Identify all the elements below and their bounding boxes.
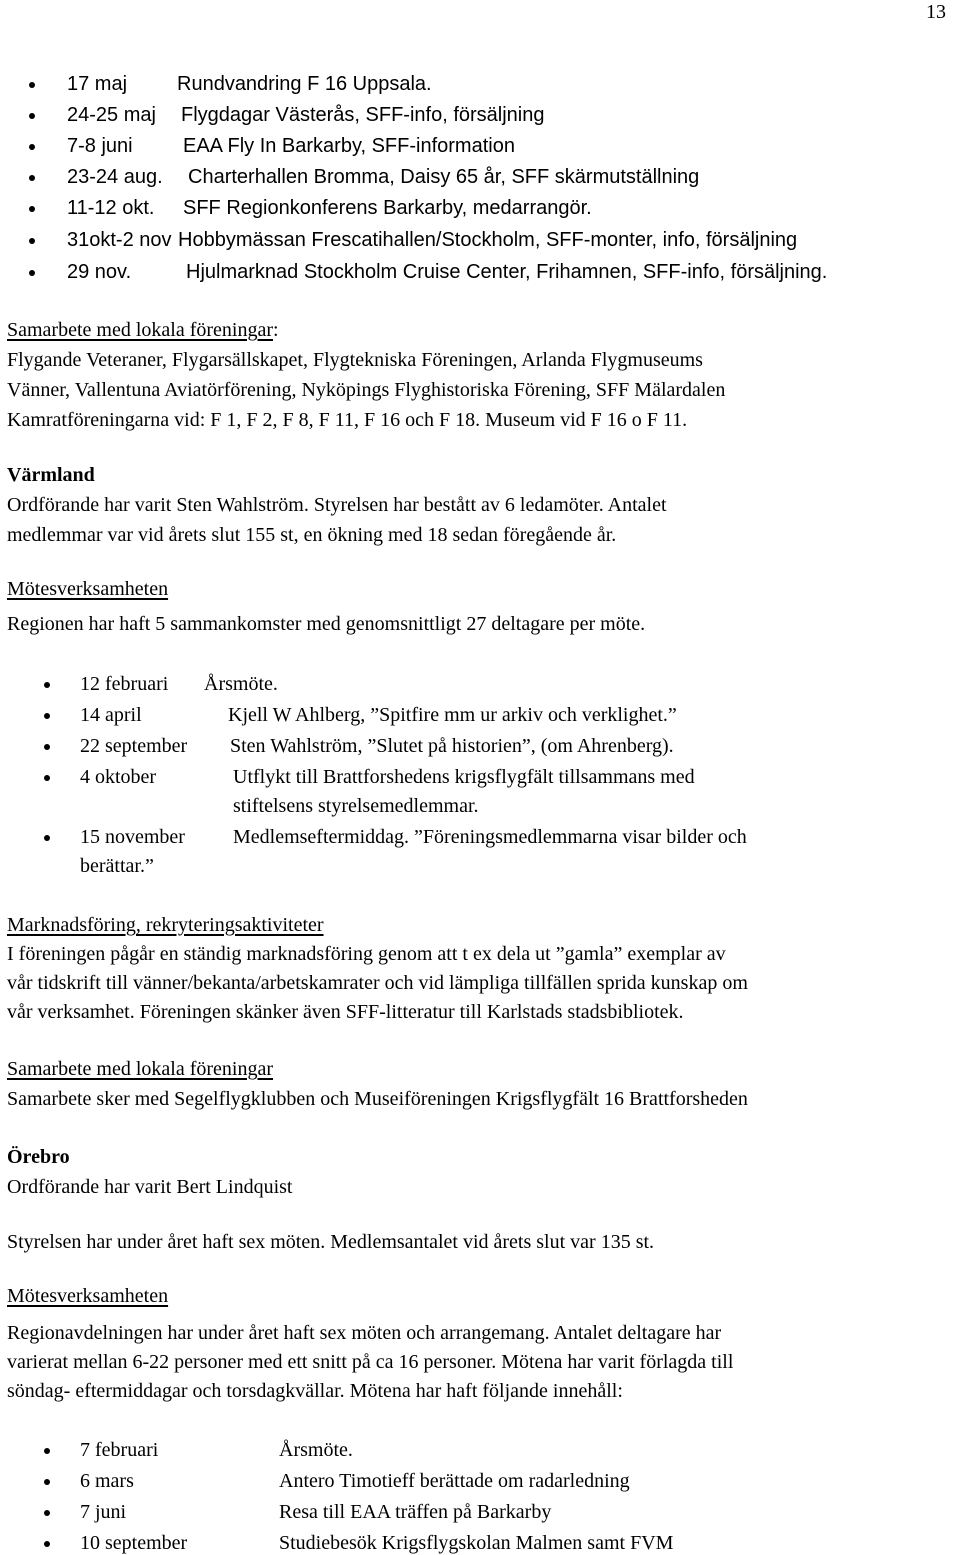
orebro-ordf: Ordförande har varit Bert Lindquist bbox=[7, 1176, 293, 1198]
event-text: Rundvandring F 16 Uppsala. bbox=[177, 73, 432, 95]
event-text: Hjulmarknad Stockholm Cruise Center, Frihamnen, SFF-info, försäljning. bbox=[186, 261, 828, 283]
bullet-icon bbox=[29, 206, 35, 212]
marknad-line: I föreningen pågår en ständig marknadsföring genom att t ex dela ut ”gamla” exemplar av bbox=[7, 943, 726, 965]
bullet-icon bbox=[44, 682, 50, 688]
event-date: 11-12 okt. bbox=[67, 197, 155, 219]
bullet-icon bbox=[29, 175, 35, 181]
meeting-text: Antero Timotieff berättade om radarledning bbox=[279, 1470, 630, 1492]
meeting-date: 6 mars bbox=[80, 1470, 134, 1492]
bullet-icon bbox=[29, 270, 35, 276]
bullet-icon bbox=[29, 144, 35, 150]
bullet-icon bbox=[44, 1510, 50, 1516]
bullet-icon bbox=[44, 1479, 50, 1485]
meeting-text-continued: berättar.” bbox=[80, 855, 154, 877]
marknad-heading: Marknadsföring, rekryteringsaktiviteter bbox=[7, 914, 324, 936]
event-date: 17 maj bbox=[67, 73, 128, 95]
samarbete-heading-1 bbox=[7, 318, 279, 342]
event-text: Charterhallen Bromma, Daisy 65 år, SFF skärmutställning bbox=[188, 166, 700, 188]
varmland-motes-text: Regionen har haft 5 sammankomster med genomsnittligt 27 deltagare per möte. bbox=[7, 613, 646, 635]
event-date: 31okt-2 nov bbox=[67, 229, 172, 251]
event-text: Hobbymässan Frescatihallen/Stockholm, SFF-monter, info, försäljning bbox=[178, 229, 798, 251]
bullet-icon bbox=[44, 1448, 50, 1454]
meeting-date: 22 september bbox=[80, 735, 188, 757]
meeting-text: Resa till EAA träffen på Barkarby bbox=[279, 1501, 552, 1523]
bullet-icon bbox=[29, 82, 35, 88]
meeting-text: Sten Wahlström, ”Slutet på historien”, (om Ahrenberg). bbox=[230, 735, 674, 757]
varmland-samarbete-text: Samarbete sker med Segelflygklubben och Museiföreningen Krigsflygfält 16 Brattforsheden bbox=[7, 1088, 748, 1110]
marknad-line: vår verksamhet. Föreningen skänker även SFF-litteratur till Karlstads stadsbibliotek. bbox=[7, 1001, 684, 1023]
meeting-text: Utflykt till Brattforshedens krigsflygfält tillsammans med bbox=[233, 766, 695, 788]
marknad-line: vår tidskrift till vänner/bekanta/arbetskamrater och vid lämpliga tillfällen sprida kunskap om bbox=[7, 972, 748, 994]
meeting-date: 14 april bbox=[80, 704, 142, 726]
bullet-icon bbox=[44, 713, 50, 719]
bullet-icon bbox=[29, 113, 35, 119]
samarbete-line: Kamratföreningarna vid: F 1, F 2, F 8, F 11, F 16 och F 18. Museum vid F 16 o F 11. bbox=[7, 409, 688, 431]
varmland-intro-line: medlemmar var vid årets slut 155 st, en ökning med 18 sedan föregående år. bbox=[7, 524, 617, 546]
event-date: 24-25 maj bbox=[67, 104, 156, 126]
bullet-icon bbox=[44, 775, 50, 781]
meeting-date: 7 juni bbox=[80, 1501, 127, 1523]
samarbete-line: Flygande Veteraner, Flygarsällskapet, Flygtekniska Föreningen, Arlanda Flygmuseums bbox=[7, 349, 703, 371]
varmland-samarbete-heading: Samarbete med lokala föreningar bbox=[7, 1058, 273, 1080]
meeting-date: 12 februari bbox=[80, 673, 169, 695]
varmland-motes-heading: Mötesverksamheten bbox=[7, 578, 169, 600]
samarbete-heading-colon: : bbox=[273, 319, 279, 341]
event-text: SFF Regionkonferens Barkarby, medarrangör. bbox=[183, 197, 592, 219]
orebro-styrelse: Styrelsen har under året haft sex möten. Medlemsantalet vid årets slut var 135 st. bbox=[7, 1231, 655, 1253]
event-text: Flygdagar Västerås, SFF-info, försäljning bbox=[181, 104, 545, 126]
section-title-orebro: Örebro bbox=[7, 1146, 70, 1168]
meeting-text: Årsmöte. bbox=[279, 1439, 353, 1461]
samarbete-line: Vänner, Vallentuna Aviatörförening, Nyköpings Flyghistoriska Förening, SFF Mälardalen bbox=[7, 379, 726, 401]
meeting-date: 10 september bbox=[80, 1532, 188, 1554]
section-title-varmland: Värmland bbox=[7, 464, 95, 486]
orebro-motes-heading: Mötesverksamheten bbox=[7, 1285, 169, 1307]
orebro-motes-line: varierat mellan 6-22 personer med ett snitt på ca 16 personer. Mötena har varit förlagda till bbox=[7, 1351, 734, 1373]
page-number: 13 bbox=[926, 1, 946, 23]
bullet-icon bbox=[44, 835, 50, 841]
orebro-motes-line: Regionavdelningen har under året haft sex möten och arrangemang. Antalet deltagare har bbox=[7, 1322, 722, 1344]
event-text: EAA Fly In Barkarby, SFF-information bbox=[183, 135, 515, 157]
bullet-icon bbox=[44, 1541, 50, 1547]
event-date: 7-8 juni bbox=[67, 135, 133, 157]
meeting-text: Studiebesök Krigsflygskolan Malmen samt FVM bbox=[279, 1532, 674, 1554]
meeting-text: Kjell W Ahlberg, ”Spitfire mm ur arkiv och verklighet.” bbox=[228, 704, 677, 726]
meeting-text: Medlemseftermiddag. ”Föreningsmedlemmarna visar bilder och bbox=[233, 826, 747, 848]
meeting-date: 15 november bbox=[80, 826, 185, 848]
meeting-text: Årsmöte. bbox=[204, 673, 278, 695]
event-date: 23-24 aug. bbox=[67, 166, 163, 188]
samarbete-heading-text: Samarbete med lokala föreningar bbox=[7, 319, 273, 341]
event-date: 29 nov. bbox=[67, 261, 132, 283]
varmland-intro-line: Ordförande har varit Sten Wahlström. Styrelsen har bestått av 6 ledamöter. Antalet bbox=[7, 494, 667, 516]
meeting-date: 7 februari bbox=[80, 1439, 159, 1461]
meeting-date: 4 oktober bbox=[80, 766, 157, 788]
meeting-text-continued: stiftelsens styrelsemedlemmar. bbox=[233, 795, 479, 817]
orebro-motes-line: söndag- eftermiddagar och torsdagkvällar. Mötena har haft följande innehåll: bbox=[7, 1380, 623, 1402]
bullet-icon bbox=[29, 238, 35, 244]
bullet-icon bbox=[44, 744, 50, 750]
